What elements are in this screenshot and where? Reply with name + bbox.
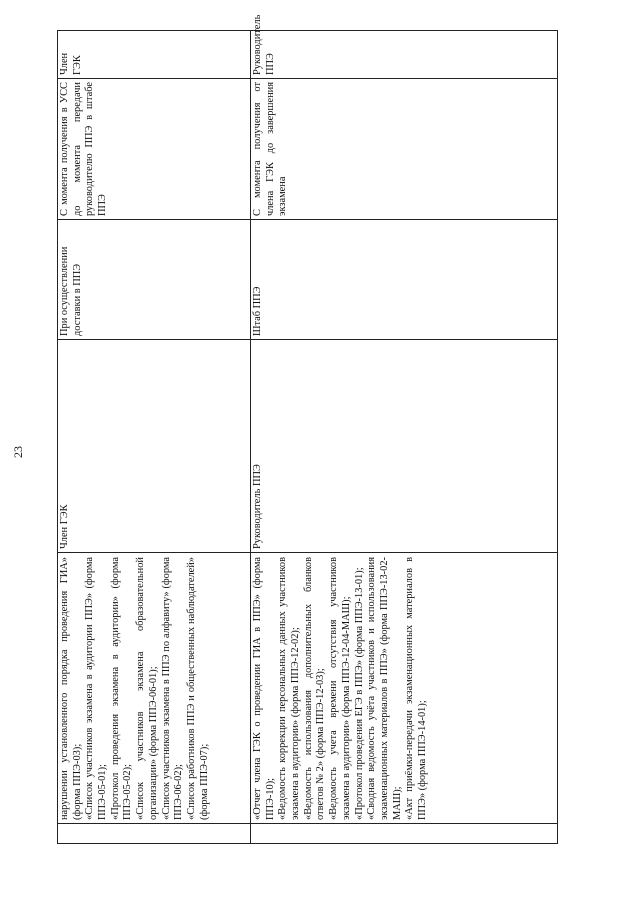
document-item: «Список участников экзамена образовательной организации» (форма ППЭ-06-01); <box>135 557 159 820</box>
document-item: «Протокол проведения ЕГЭ в ППЭ» (форма ППЭ-13-01); <box>353 567 365 820</box>
responsible-cell: Руководитель ППЭ <box>251 31 558 79</box>
role-cell: Член ГЭК <box>58 340 251 553</box>
period-cell: С момента получения в УСС до момента передачи руководителю ППЭ в штабе ППЭ <box>58 79 251 220</box>
page-number: 23 <box>11 446 25 458</box>
document-item: «Ведомость учета времени отсутствия участников экзамена в аудитории» (форма ППЭ-12-04-МАШ); <box>328 557 352 820</box>
document-item: нарушении установленного порядка проведения ГИА» (форма ППЭ-03); <box>59 557 83 820</box>
period-cell: С момента получения от члена ГЭК до завершения экзамена <box>251 79 558 220</box>
rotated-table-container <box>57 14 557 844</box>
responsible-cell: Член ГЭК <box>58 31 251 79</box>
empty-number-cell <box>251 824 558 844</box>
documents-cell <box>251 553 558 824</box>
table-row <box>58 31 251 844</box>
when-cell: При осуществлении доставки в ППЭ <box>58 220 251 340</box>
document-item: «Сводная ведомость учёта участников и использования экзаменационных материалов в ППЭ» (форма ППЭ-13-02-МАШ); <box>366 557 403 820</box>
document-item: «Отчет члена ГЭК о проведении ГИА в ППЭ» (форма ППЭ-10); <box>252 557 276 820</box>
empty-number-cell <box>58 824 251 844</box>
document-item: «Протокол проведения экзамена в аудитории» (форма ППЭ-05-02); <box>109 557 134 820</box>
document-item: «Ведомость использования дополнительных бланков ответов № 2» (форма ППЭ-12-03); <box>302 557 327 820</box>
document-item: «Список участников экзамена в ППЭ по алфавиту» (форма ППЭ-06-02); <box>160 557 185 820</box>
document-item: «Ведомость коррекции персональных данных участников экзамена в аудитории» (форма ППЭ-12-02); <box>277 557 302 820</box>
document-item: «Список работников ППЭ и общественных наблюдателей» (форма ППЭ-07); <box>185 557 210 820</box>
documents-cell <box>58 553 251 824</box>
when-cell: Штаб ППЭ <box>251 220 558 340</box>
role-cell: Руководитель ППЭ <box>251 340 558 553</box>
document-table <box>57 14 558 844</box>
document-item: «Список участников экзамена в аудитории ППЭ» (форма ППЭ-05-01); <box>84 557 109 820</box>
table-row <box>251 31 558 844</box>
document-item: «Акт приёмки-передачи экзаменационных материалов в ППЭ» (форма ППЭ-14-01); <box>404 557 428 820</box>
